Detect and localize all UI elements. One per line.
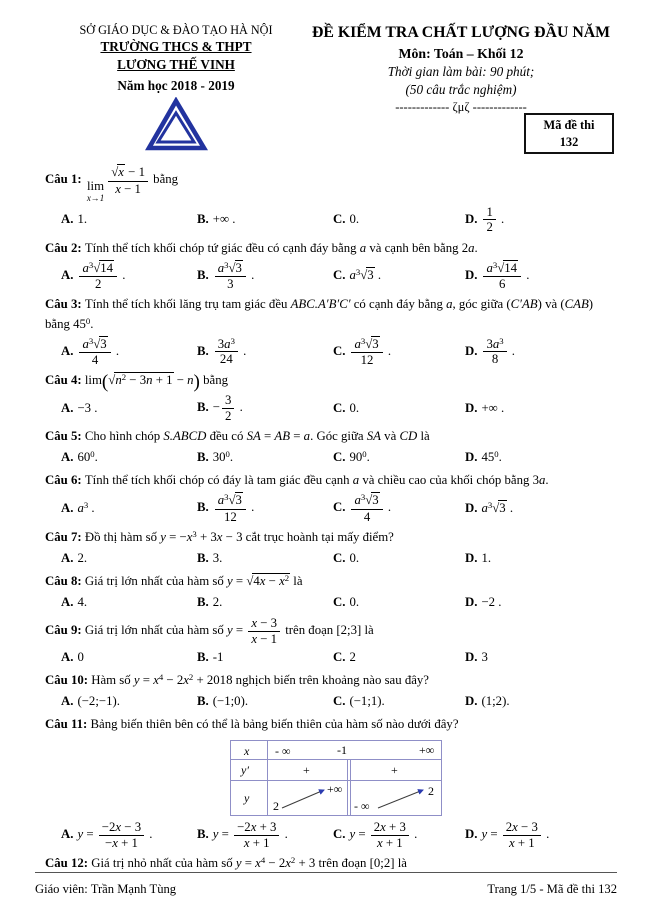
options-row	[45, 648, 611, 667]
vt-x-mid: -1	[337, 743, 347, 758]
question-stem: Câu 4: $\lim(√n^2 - 3n + 1 - n)$ bằng	[45, 371, 229, 393]
variation-table	[230, 740, 442, 816]
options-row	[45, 549, 611, 568]
teacher-name: Giáo viên: Trần Mạnh Tùng	[35, 882, 177, 896]
option-D: D. y = $\frac{2x - 3}{x + 1}$ .	[465, 820, 550, 850]
option-A: A. 4.	[61, 595, 88, 610]
option-A: A. 0	[61, 649, 84, 664]
question-stem: Câu 9: Giá trị lớn nhất của hàm số y = $\frac{x - 3}{x - 1}$ trên đoạn [2;3] là	[45, 616, 374, 646]
vt-y-right-end: 2	[428, 784, 434, 799]
option-D: D. $\frac{1}{2}$ .	[465, 204, 505, 235]
vt-sign-left: +	[303, 763, 310, 778]
question-q10	[45, 671, 611, 711]
question-stem: Câu 3: Tính thể tích khối lăng trụ tam giác đều ABC.A′B′C′ có cạnh đáy bằng a, góc giữa (C′AB) và (CAB) bằng $45^0$.	[45, 297, 594, 331]
option-C: C. 0.	[333, 212, 360, 227]
options-row	[45, 448, 611, 467]
option-C: C. $90^0$.	[333, 449, 370, 465]
school-name-line2: LƯƠNG THẾ VINH	[117, 56, 235, 72]
question-q4	[45, 371, 611, 422]
question-q11	[45, 715, 611, 850]
vt-sign-right: +	[391, 763, 398, 778]
option-C: C. $\frac{a^3√3}{12}$ .	[333, 335, 392, 368]
option-B: B. (−1;0).	[197, 694, 249, 709]
table-line	[350, 759, 351, 815]
question-q9	[45, 616, 611, 667]
question-q5	[45, 427, 611, 467]
questions	[0, 154, 651, 873]
exam-note: (50 câu trắc nghiệm)	[405, 82, 517, 98]
vt-y-right-start: - ∞	[354, 799, 370, 814]
vt-var-x: x	[244, 744, 250, 759]
option-B: B. $\frac{a^3√3}{12}$ .	[197, 492, 255, 524]
option-A: A. $\frac{a^3√14}{2}$ .	[61, 259, 126, 292]
option-D: D. 1.	[465, 551, 492, 566]
school-year: Năm học 2018 - 2019	[117, 77, 235, 93]
option-C: C. 0.	[333, 595, 360, 610]
footer	[35, 872, 617, 897]
option-C: C. 2	[333, 649, 356, 664]
option-D: D. $\frac{3a^3}{8}$ .	[465, 335, 516, 367]
option-C: C. $\frac{a^3√3}{4}$ .	[333, 492, 392, 524]
option-D: D. $a^3√3$ .	[465, 499, 514, 515]
option-B: B. y = $\frac{-2x + 3}{x + 1}$ .	[197, 820, 288, 850]
question-stem: Câu 2: Tính thể tích khối chóp tứ giác đều có cạnh đáy bằng a và cạnh bên bằng 2a.	[45, 240, 478, 255]
option-B: B. -1	[197, 649, 224, 664]
exam-title: ĐỀ KIỂM TRA CHẤT LƯỢNG ĐẦU NĂM	[311, 24, 611, 41]
department-name: SỞ GIÁO DỤC & ĐÀO TẠO HÀ NỘI	[79, 23, 273, 37]
option-A: A. 1.	[61, 212, 88, 227]
question-stem: Câu 12: Giá trị nhỏ nhất của hàm số $y = x^4 - 2x^2 + 3$ trên đoạn [0;2] là	[45, 855, 407, 870]
question-q6	[45, 471, 611, 524]
question-stem: Câu 7: Đồ thị hàm số $y = -x^3 + 3x - 3$ cắt trục hoành tại mấy điểm?	[45, 529, 394, 544]
school-name-line1: TRƯỜNG THCS & THPT	[100, 39, 252, 55]
vt-x-right: +∞	[419, 743, 435, 758]
triangle-logo-icon	[45, 97, 307, 154]
option-A: A. y = $\frac{-2x - 3}{-x + 1}$ .	[61, 820, 153, 850]
page-info: Trang 1/5 - Mã đề thi 132	[487, 882, 617, 896]
option-A: A. −3 .	[61, 400, 98, 415]
options-row	[45, 820, 611, 850]
question-q7	[45, 528, 611, 568]
option-C: C. (−1;1).	[333, 694, 385, 709]
option-A: A. $\frac{a^3√3}{4}$ .	[61, 335, 120, 368]
option-B: B. 2.	[197, 595, 223, 610]
table-line	[347, 759, 348, 815]
question-q12	[45, 854, 611, 873]
school-block	[45, 22, 307, 154]
options-row	[45, 336, 611, 368]
trend-arrow-icons	[231, 741, 441, 815]
vt-y-left-end: +∞	[327, 782, 343, 797]
option-C: C. y = $\frac{2x + 3}{x + 1}$ .	[333, 820, 418, 850]
option-A: A. 2.	[61, 551, 88, 566]
question-q2	[45, 239, 611, 292]
exam-code-box	[524, 113, 614, 154]
options-row	[45, 692, 611, 711]
question-stem: Câu 6: Tính thể tích khối chóp có đáy là tam giác đều cạnh a và chiều cao của khối chóp bằng 3a.	[45, 473, 549, 488]
exam-code-label: Mã đề thi	[543, 118, 595, 132]
ornament-divider: ------------- ζμζ -------------	[395, 100, 527, 115]
question-stem: Câu 1: lim x→1 $\frac{√x - 1}{x - 1}$ bằng	[45, 165, 179, 203]
question-q1	[45, 164, 611, 234]
option-D: D. $\frac{a^3√14}{6}$ .	[465, 259, 530, 292]
option-D: D. 3	[465, 649, 488, 664]
table-line	[267, 741, 268, 815]
option-D: D. (1;2).	[465, 694, 510, 709]
option-A: A. $a^3$ .	[61, 499, 95, 515]
options-row	[45, 393, 611, 423]
option-D: D. −2 .	[465, 595, 502, 610]
table-line	[231, 759, 441, 760]
question-q3	[45, 295, 611, 367]
option-B: B. − $\frac{3}{2}$ .	[197, 393, 243, 423]
vt-var-y: y	[244, 791, 250, 806]
option-D: D. $45^0$.	[465, 449, 502, 465]
vt-x-left: - ∞	[275, 744, 291, 759]
option-A: A. (−2;−1).	[61, 694, 120, 709]
option-B: B. $\frac{3a^3}{24}$ .	[197, 335, 247, 367]
option-D: D. +∞ .	[465, 400, 505, 415]
option-A: A. $60^0$.	[61, 449, 98, 465]
options-row	[45, 205, 611, 235]
vt-var-yprime: y′	[241, 763, 249, 778]
option-C: C. 0.	[333, 551, 360, 566]
exam-code-value: 132	[559, 134, 579, 149]
option-B: B. $30^0$.	[197, 449, 234, 465]
question-stem: Câu 10: Hàm số $y = x^4 - 2x^2 + 2018$ nghịch biến trên khoảng nào sau đây?	[45, 672, 429, 687]
option-C: C. 0.	[333, 400, 360, 415]
question-q8	[45, 572, 611, 612]
question-stem: Câu 5: Cho hình chóp S.ABCD đều có SA = AB = a. Góc giữa SA và CD là	[45, 428, 430, 443]
question-stem: Câu 11: Bảng biến thiên bên có thể là bảng biến thiên của hàm số nào dưới đây?	[45, 717, 459, 732]
exam-duration: Thời gian làm bài: 90 phút;	[387, 63, 535, 79]
option-B: B. 3.	[197, 551, 223, 566]
options-row	[45, 492, 611, 524]
options-row	[45, 593, 611, 612]
option-C: C. $a^3√3$ .	[333, 267, 382, 283]
vt-y-left-start: 2	[273, 799, 279, 814]
options-row	[45, 260, 611, 292]
question-stem: Câu 8: Giá trị lớn nhất của hàm số $y = √4x - x^2$ là	[45, 573, 303, 589]
exam-subject: Môn: Toán – Khối 12	[398, 45, 524, 61]
option-B: B. +∞ .	[197, 212, 236, 227]
option-B: B. $\frac{a^3√3}{3}$ .	[197, 259, 255, 292]
table-line	[231, 780, 441, 781]
